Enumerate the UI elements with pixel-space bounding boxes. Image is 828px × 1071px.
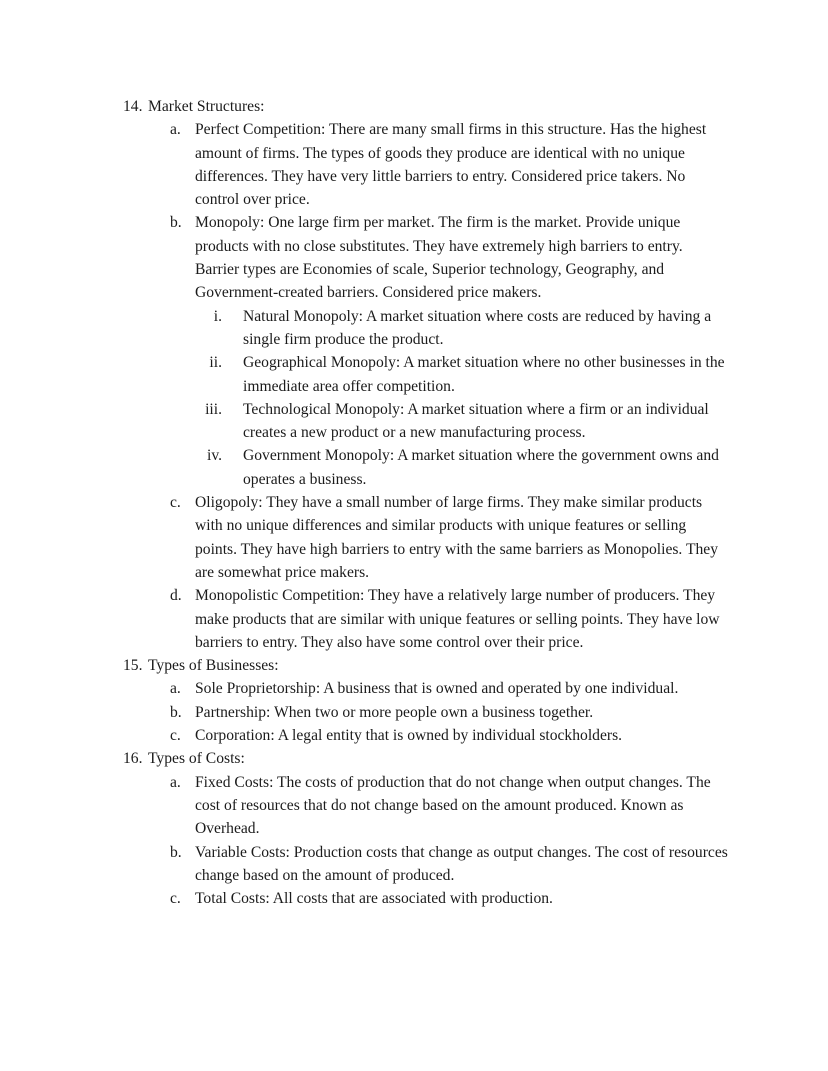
outline-subitem bbox=[200, 351, 730, 398]
subitem-numeral: ii. bbox=[209, 354, 222, 372]
item-letter: b. bbox=[170, 703, 182, 721]
outline-subitem bbox=[200, 305, 730, 352]
subitem-text: Government Monopoly: A market situation where the government owns and operates a business. bbox=[243, 447, 719, 488]
subitem-numeral: iii. bbox=[205, 400, 222, 418]
item-text: Corporation: A legal entity that is owned by individual stockholders. bbox=[195, 727, 623, 745]
outline-item bbox=[170, 841, 730, 888]
item-letter: a. bbox=[170, 680, 181, 698]
outline-item bbox=[170, 724, 730, 747]
item-letter: d. bbox=[170, 587, 182, 605]
item-letter: a. bbox=[170, 773, 181, 791]
item-text: Variable Costs: Production costs that change as output changes. The cost of resources change based on the amount of produced. bbox=[195, 843, 728, 884]
subitem-text: Geographical Monopoly: A market situation where no other businesses in the immediate area offer competition. bbox=[243, 354, 725, 395]
item-text: Total Costs: All costs that are associated with production. bbox=[195, 890, 553, 908]
item-letter: b. bbox=[170, 843, 182, 861]
outline-section-heading bbox=[123, 747, 730, 770]
outline-item bbox=[170, 887, 730, 910]
item-text: Fixed Costs: The costs of production that do not change when output changes. The cost of resources that do not change based on the amount produced. Known as Overhead. bbox=[195, 773, 711, 838]
subitem-numeral: iv. bbox=[206, 447, 222, 465]
outline-item bbox=[170, 677, 730, 700]
item-text: Oligopoly: They have a small number of large firms. They make similar products with no unique differences and similar products with unique features or selling points. They have high barriers to entry with the same barriers as Monopolies. They are somewhat price makers. bbox=[195, 494, 718, 581]
item-letter: c. bbox=[170, 494, 181, 512]
item-letter: c. bbox=[170, 890, 181, 908]
item-letter: c. bbox=[170, 727, 181, 745]
item-letter: a. bbox=[170, 121, 181, 139]
outline-item bbox=[170, 584, 730, 654]
outline-subitem bbox=[200, 444, 730, 491]
outline-section-heading bbox=[123, 654, 730, 677]
outline-item bbox=[170, 211, 730, 304]
outline-subitem bbox=[200, 398, 730, 445]
outline-section-heading bbox=[123, 95, 730, 118]
item-letter: b. bbox=[170, 214, 182, 232]
outline-item bbox=[170, 701, 730, 724]
item-text: Monopolistic Competition: They have a relatively large number of producers. They make products that are similar with unique features or selling points. They have low barriers to entry. They also have some control over their price. bbox=[195, 587, 720, 651]
section-number: 15. bbox=[123, 657, 143, 675]
section-title: Types of Businesses: bbox=[148, 657, 279, 675]
item-text: Sole Proprietorship: A business that is owned and operated by one individual. bbox=[195, 680, 679, 698]
outline-item bbox=[170, 118, 730, 211]
subitem-text: Technological Monopoly: A market situation where a firm or an individual creates a new product or a new manufacturing process. bbox=[243, 400, 709, 442]
section-title: Market Structures: bbox=[148, 98, 265, 115]
outline-item bbox=[170, 771, 730, 841]
item-text: Monopoly: One large firm per market. The firm is the market. Provide unique products with no close substitutes. They have extremely high barriers to entry. Barrier types are Economies of scale, Superior technology, Geography, and Government-created barriers. Considered price makers. bbox=[195, 214, 683, 302]
subitem-numeral: i. bbox=[213, 307, 222, 325]
subitem-text: Natural Monopoly: A market situation where costs are reduced by having a single firm produce the product. bbox=[243, 307, 712, 348]
section-title: Types of Costs: bbox=[148, 750, 245, 768]
item-text: Perfect Competition: There are many small firms in this structure. Has the highest amount of firms. The types of goods they produce are identical with no unique differences. They have very little barriers to entry. Considered price takers. No control over price. bbox=[195, 121, 707, 209]
section-number: 14. bbox=[123, 98, 143, 115]
section-number: 16. bbox=[123, 750, 143, 768]
outline-item bbox=[170, 491, 730, 584]
item-text: Partnership: When two or more people own a business together. bbox=[195, 703, 594, 721]
